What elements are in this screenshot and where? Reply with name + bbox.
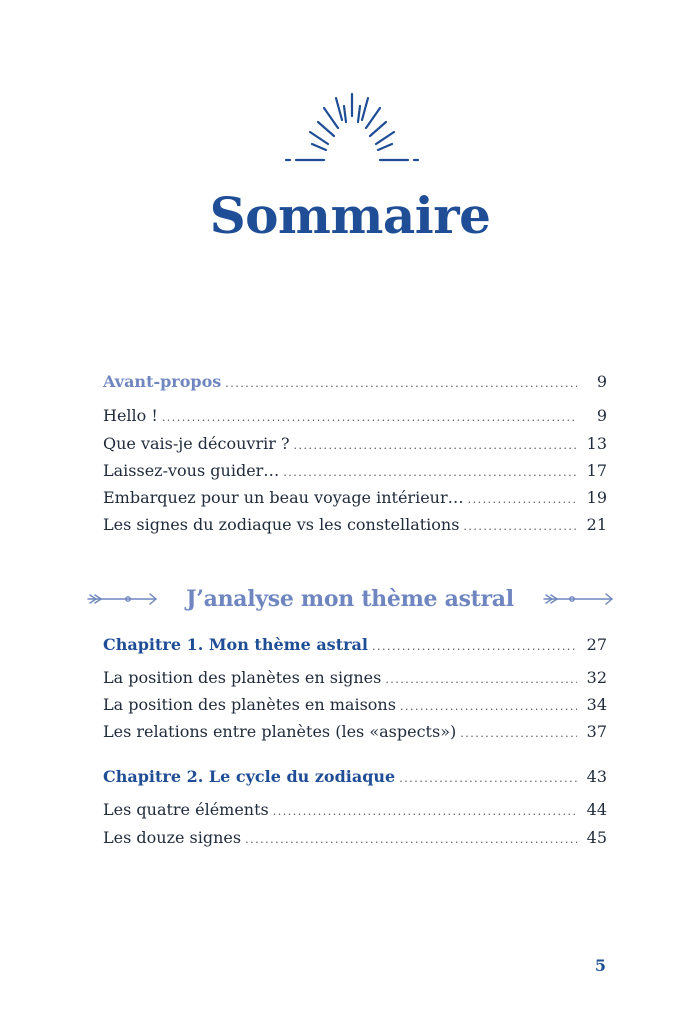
section-title: J’analyse mon thème astral (186, 586, 514, 612)
leader-dots (385, 670, 577, 690)
toc-page: 43 (586, 767, 607, 786)
page-number: 5 (594, 956, 606, 975)
toc-label: Les quatre éléments (103, 800, 269, 819)
leader-dots (460, 724, 577, 744)
toc-row[interactable] (103, 372, 607, 394)
arrow-left-ornament-icon (86, 589, 158, 609)
leader-dots (273, 802, 577, 822)
toc-page: 9 (596, 406, 607, 425)
toc-page: 44 (586, 800, 607, 819)
toc-page: 17 (586, 461, 607, 480)
leader-dots (245, 830, 577, 850)
toc-label: Chapitre 2. Le cycle du zodiaque (103, 767, 396, 786)
toc-row[interactable] (103, 635, 607, 657)
toc-page: 9 (596, 372, 607, 391)
leader-dots (468, 490, 577, 510)
toc-label: Que vais-je découvrir ? (103, 434, 290, 453)
leader-dots (399, 769, 577, 789)
toc-label: Laissez-vous guider… (103, 461, 280, 480)
page-title: Sommaire (209, 186, 491, 245)
leader-dots (463, 517, 577, 537)
toc-label: Les relations entre planètes (les «aspects») (103, 722, 457, 741)
toc-row[interactable] (103, 695, 607, 717)
toc-page: 45 (586, 828, 607, 847)
sunrise-icon (284, 92, 420, 164)
leader-dots (283, 463, 577, 483)
leader-dots (162, 408, 577, 428)
arrow-right-ornament-icon (542, 589, 614, 609)
toc-row[interactable] (103, 767, 607, 789)
toc-page: 34 (586, 695, 607, 714)
toc-row[interactable] (103, 668, 607, 690)
toc-page: 37 (586, 722, 607, 741)
leader-dots (400, 697, 577, 717)
toc-page: 27 (586, 635, 607, 654)
toc-page: 13 (586, 434, 607, 453)
toc-page: 19 (586, 488, 607, 507)
toc-label: Chapitre 1. Mon thème astral (103, 635, 368, 654)
toc-label: Hello ! (103, 406, 158, 425)
leader-dots (225, 374, 577, 394)
toc-page: 21 (586, 515, 607, 534)
section-heading (0, 586, 700, 612)
toc-row[interactable] (103, 488, 607, 510)
toc-label: Les douze signes (103, 828, 242, 847)
toc-row[interactable] (103, 434, 607, 456)
leader-dots (372, 637, 577, 657)
toc-row[interactable] (103, 515, 607, 537)
toc-label: Les signes du zodiaque vs les constellations (103, 515, 460, 534)
toc-row[interactable] (103, 461, 607, 483)
toc-row[interactable] (103, 800, 607, 822)
leader-dots (294, 436, 577, 456)
toc-label: Embarquez pour un beau voyage intérieur… (103, 488, 464, 507)
toc-label: La position des planètes en signes (103, 668, 382, 687)
toc-label: Avant-propos (103, 372, 222, 391)
toc-row[interactable] (103, 722, 607, 744)
toc-row[interactable] (103, 828, 607, 850)
toc-label: La position des planètes en maisons (103, 695, 396, 714)
toc-row[interactable] (103, 406, 607, 428)
toc-page: 32 (586, 668, 607, 687)
